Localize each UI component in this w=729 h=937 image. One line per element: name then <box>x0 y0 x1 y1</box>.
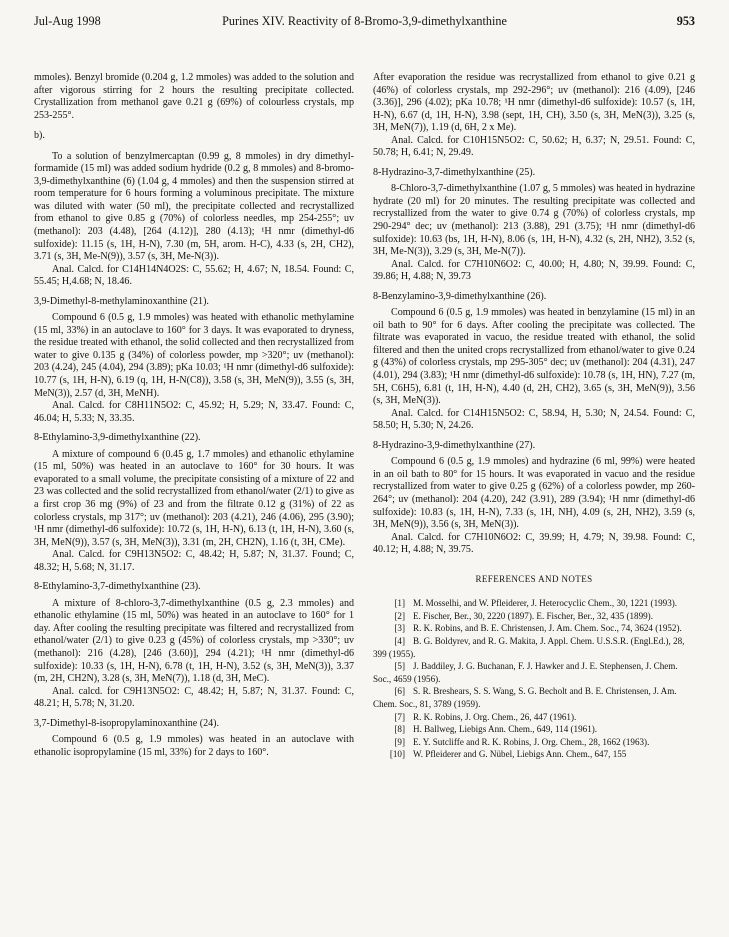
analysis-paragraph: Anal. Calcd. for C7H10N6O2: C, 39.99; H, 4.79; N, 39.98. Found: C, 40.12; H, 4.88; N, 39.75. <box>373 531 695 556</box>
reference-item: [5] J. Baddiley, J. G. Buchanan, F. J. Hawker and J. E. Stephensen, J. Chem. Soc., 4659 (1956). <box>373 661 678 684</box>
analysis-paragraph: Anal. Calcd. for C8H11N5O2: C, 45.92; H, 5.29; N, 33.47. Found: C, 46.04; H, 5.33; N, 33.35. <box>34 400 354 424</box>
references-heading: REFERENCES AND NOTES <box>475 573 593 584</box>
reference-item: [3] R. K. Robins, and B. E. Christensen, J. Am. Chem. Soc., 74, 3624 (1952). <box>394 623 682 634</box>
paragraph: Compound 6 (0.5 g, 1.9 mmoles) was heated with ethanolic methylamine (15 ml, 33%) in an autoclave to 160° for 3 days. It was evaporated to dryness, the residue treated with ethanol, the solid collected and then recrystallized from water to give 0.135 g (34%) of colorless powder, mp >320°; uv (methanol): 203 (4.24), 245 (4.04), 294 (3.89); pKa 10.03; ¹H nmr (dimethyl-d6 sulfoxide): 10.77 (s, 1H, H-N), 6.19 (q, 1H, H-N(C8)), 3.58 (s, 3H, MeN(9)), 3.55 (s, 3H, MeN(3)), 2.57 (d, 3H, MeNH). <box>34 312 354 399</box>
compound-heading: 3,9-Dimethyl-8-methylaminoxanthine (21). <box>34 295 209 307</box>
paragraph: Compound 6 (0.5 g, 1.9 mmoles) was heated in benzylamine (15 ml) in an oil bath to 90° for 6 days. After cooling the precipitate was collected. The filtrate was evaporated in vacuo, the residue treated with ethanol, the solid filtered and then the united crops recrystallized from ethanol/water to give 0.24 g (43%) of colorless crystals, mp 295-305° dec; uv (methanol): 204 (4.31), 247 (4.01), 294 (3.83); ¹H nmr (dimethyl-d6 sulfoxide): 10.78 (s, 1H, HN), 7.27 (m, 5H, C6H5), 6.81 (t, 1H, H-N), 4.40 (d, 2H, CH2), 3.65 (s, 3H, MeN(9)), 3.56 (s, 3H, MeN(3)). <box>373 307 695 407</box>
issue-date: Jul-Aug 1998 <box>34 14 101 28</box>
reference-item: [9] E. Y. Sutcliffe and R. K. Robins, J. Org. Chem., 28, 1662 (1963). <box>394 736 650 747</box>
analysis-paragraph: Anal. Calcd. for C14H14N4O2S: C, 55.62; H, 4.67; N, 18.54. Found: C, 55.45; H,4.68; N, 18.46. <box>34 263 354 288</box>
analysis-paragraph: Anal. Calcd. for C7H10N6O2: C, 40.00; H, 4.80; N, 39.99. Found: C, 39.86; H, 4.88; N, 39.73 <box>373 258 695 283</box>
compound-heading: 3,7-Dimethyl-8-isopropylaminoxanthine (24). <box>34 717 219 729</box>
analysis-paragraph: Anal. calcd. for C9H13N5O2: C, 48.42; H, 5.87; N, 31.37. Found: C, 48.21; H, 5.78; N, 31.20. <box>34 685 354 710</box>
reference-item: [7] R. K. Robins, J. Org. Chem., 26, 447 (1961). <box>394 711 577 722</box>
paragraph: Compound 6 (0.5 g, 1.9 mmoles) and hydrazine (6 ml, 99%) were heated in an oil bath to 80° for 15 hours. It was evaporated in vacuo and the residue recrystallized from water to give 0.25 g (62%) of a colorless powder, mp 260-264°; uv (methanol): 204 (4.20), 242 (3.91), 289 (3.94); ¹H nmr (dimethyl-d6 sulfoxide): 10.83 (s, 1H, H-N), 7.33 (s, 1H, NH), 4.09 (s, 2H, NH2), 3.59 (s, 3H, MeN(9)), 3.56 (s, 3H, MeN(3)). <box>373 456 695 531</box>
reference-item: [2] E. Fischer, Ber., 30, 2220 (1897). E. Fischer, Ber., 32, 435 (1899). <box>394 610 653 621</box>
reference-item: [4] B. G. Boldyrev, and R. G. Makita, J. Appl. Chem. U.S.S.R. (Engl.Ed.), 28, 399 (1955). <box>373 636 685 659</box>
section-label: b). <box>34 130 45 142</box>
paragraph: Compound 6 (0.5 g, 1.9 mmoles) was heated in an autoclave with ethanolic isopropylamine (15 ml, 33%) for 2 days to 160°. <box>34 734 354 758</box>
page-number: 953 <box>676 14 695 28</box>
analysis-paragraph: Anal. Calcd. for C10H15N5O2: C, 50.62; H, 6.37; N, 29.51. Found: C, 50.78; H, 6.41; N, 29.49. <box>373 134 695 159</box>
running-title: Purines XIV. Reactivity of 8-Bromo-3,9-dimethylxanthine <box>222 14 507 28</box>
reference-item: [8] H. Ballweg, Liebigs Ann. Chem., 649, 114 (1961). <box>394 724 598 735</box>
paragraph: A mixture of 8-chloro-3,7-dimethylxanthine (0.5 g, 2.3 mmoles) and ethanolic ethylamine (15 ml, 50%) was heated in an autoclave to 160° for 1 day. After cooling the resulting precipitate was filtered and recrystallized from ethanol/water (2/1) to give 0.23 g (45%) of colorless crystals, mp >330°; uv (methanol): 216 (4.28), [246 (3.60)], 294 (4.21); ¹H nmr (dimethyl-d6 sulfoxide): 10.33 (s, 1H, H-N), 6.78 (t, 1H, H-N), 3.52 (s, 3H, MeN(3)), 3.37 (m, 2H, CH2N), 3.28 (s, 3H, MeN(7)), 1.18 (d, 3H, MeC). <box>34 597 354 685</box>
analysis-paragraph: Anal. Calcd. for C14H15N5O2: C, 58.94, H, 5.30; N, 24.54. Found: C, 58.50; H, 5.30; N, 24.26. <box>373 407 695 432</box>
left-column <box>34 72 354 759</box>
running-header <box>34 8 695 28</box>
reference-item: [10] W. Pfleiderer and G. Nübel, Liebigs Ann. Chem., 647, 155 <box>389 749 627 760</box>
paragraph: mmoles). Benzyl bromide (0.204 g, 1.2 mmoles) was added to the solution and after vigorous stirring for 2 hours the resulting precipitate collected. Crystallization from methanol gave 0.21 g (69%) of colourless crystals, mp 253-255°. <box>34 72 354 121</box>
compound-heading: 8-Benzylamino-3,9-dimethylxanthine (26). <box>373 290 547 302</box>
paragraph: A mixture of compound 6 (0.45 g, 1.7 mmoles) and ethanolic ethylamine (15 ml, 50%) was heated in an autoclave to 160° for 30 hours. It was evaporated to a small volume, the precipitate consisting of a mixture of 22 and 23 was collected and the solid recrystallized from ethanol/water (2/1) to give as a first crop 36 mg (9%) of 23 and from the filtrate 0.12 g (31%) of 22 as colorless crystals, mp 317°; uv (methanol): 203 (4.21), 246 (4.06), 295 (3.90); ¹H nmr (dimethyl-d6 sulfoxide): 10.72 (s, 1H, H-N), 6.13 (t, 1H, H-N), 3.60 (s, 3H, MeN(9)), 3.57 (s, 3H, MeN(3)), 3.31 (m, 2H, CH2N), 1.16 (t, 3H, CMe). <box>34 448 354 548</box>
paragraph: To a solution of benzylmercaptan (0.99 g, 8 mmoles) in dry dimethyl-formamide (15 ml) was added sodium hydride (0.2 g, 8 mmoles) and 8-bromo-3,9-dimethylxanthine (6) (1.04 g, 4 mmoles) and then the suspension stirred at room temperature for 6 hours forming a voluminous precipitate. The mixture was diluted with water (50 ml), the precipitate collected and recrystallized from ethanol to give 0.85 g (70%) of colorless needles, mp 254-255°; uv (methanol): 203 (4.48), [264 (4.12)], 280 (4.13); ¹H nmr (dimethyl-d6 sulfoxide): 11.15 (s, 1H, H-N), 7.30 (m, 5H, arom. H-C), 4.33 (s, 2H, CH2), 3.71 (s, 3H, Me-N(9)), 3.57 (s, 3H, Me-N(3)). <box>34 150 354 263</box>
reference-item: [6] S. R. Breshears, S. S. Wang, S. G. Becholt and B. E. Christensen, J. Am. Chem. Soc., 81, 3789 (1959). <box>373 686 677 709</box>
paragraph: After evaporation the residue was recrystallized from ethanol to give 0.21 g (46%) of colorless crystals, mp 292-296°; uv (methanol): 216 (4.09), [246 (3.36)], 296 (4.02); pKa 10.78; ¹H nmr (dimethyl-d6 sulfoxide): 10.57 (s, 1H, H-N), 6.67 (d, 1H, H-N), 3.98 (sept, 1H, CH), 3.50 (s, 3H, MeN(3)), 3.25 (s, 3H, MeN(7)), 1.19 (d, 6H, 2 x Me). <box>373 72 695 134</box>
reference-list <box>373 597 695 761</box>
right-column <box>373 72 695 761</box>
reference-item: [1] M. Mosselhi, and W. Pfleiderer, J. Heterocyclic Chem., 30, 1221 (1993). <box>394 598 678 609</box>
compound-heading: 8-Hydrazino-3,9-dimethylxanthine (27). <box>373 439 536 451</box>
analysis-paragraph: Anal. Calcd. for C9H13N5O2: C, 48.42; H, 5.87; N, 31.37. Found; C, 48.32; H, 5.68; N, 31.17. <box>34 549 354 573</box>
paragraph: 8-Chloro-3,7-dimethylxanthine (1.07 g, 5 mmoles) was heated in hydrazine hydrate (20 ml) for 20 minutes. The resulting precipitate was collected and recrystallized from the water to give 0.74 g (70%) of colorless crystals, mp 290-294° dec; uv (methanol): 213 (3.88), 291 (3.75); ¹H nmr (dimethyl-d6 sulfoxide): 10.63 (bs, 1H, H-N), 8.06 (s, 1H, H-N), 4.32 (s, 2H, NH2), 3.52 (s, 3H, Me-N(3)), 3.29 (s, 3H, Me-N(7)). <box>373 183 695 258</box>
compound-heading: 8-Hydrazino-3,7-dimethylxanthine (25). <box>373 166 536 178</box>
compound-heading: 8-Ethylamino-3,7-dimethylxanthine (23). <box>34 581 201 593</box>
compound-heading: 8-Ethylamino-3,9-dimethylxanthine (22). <box>34 432 201 444</box>
